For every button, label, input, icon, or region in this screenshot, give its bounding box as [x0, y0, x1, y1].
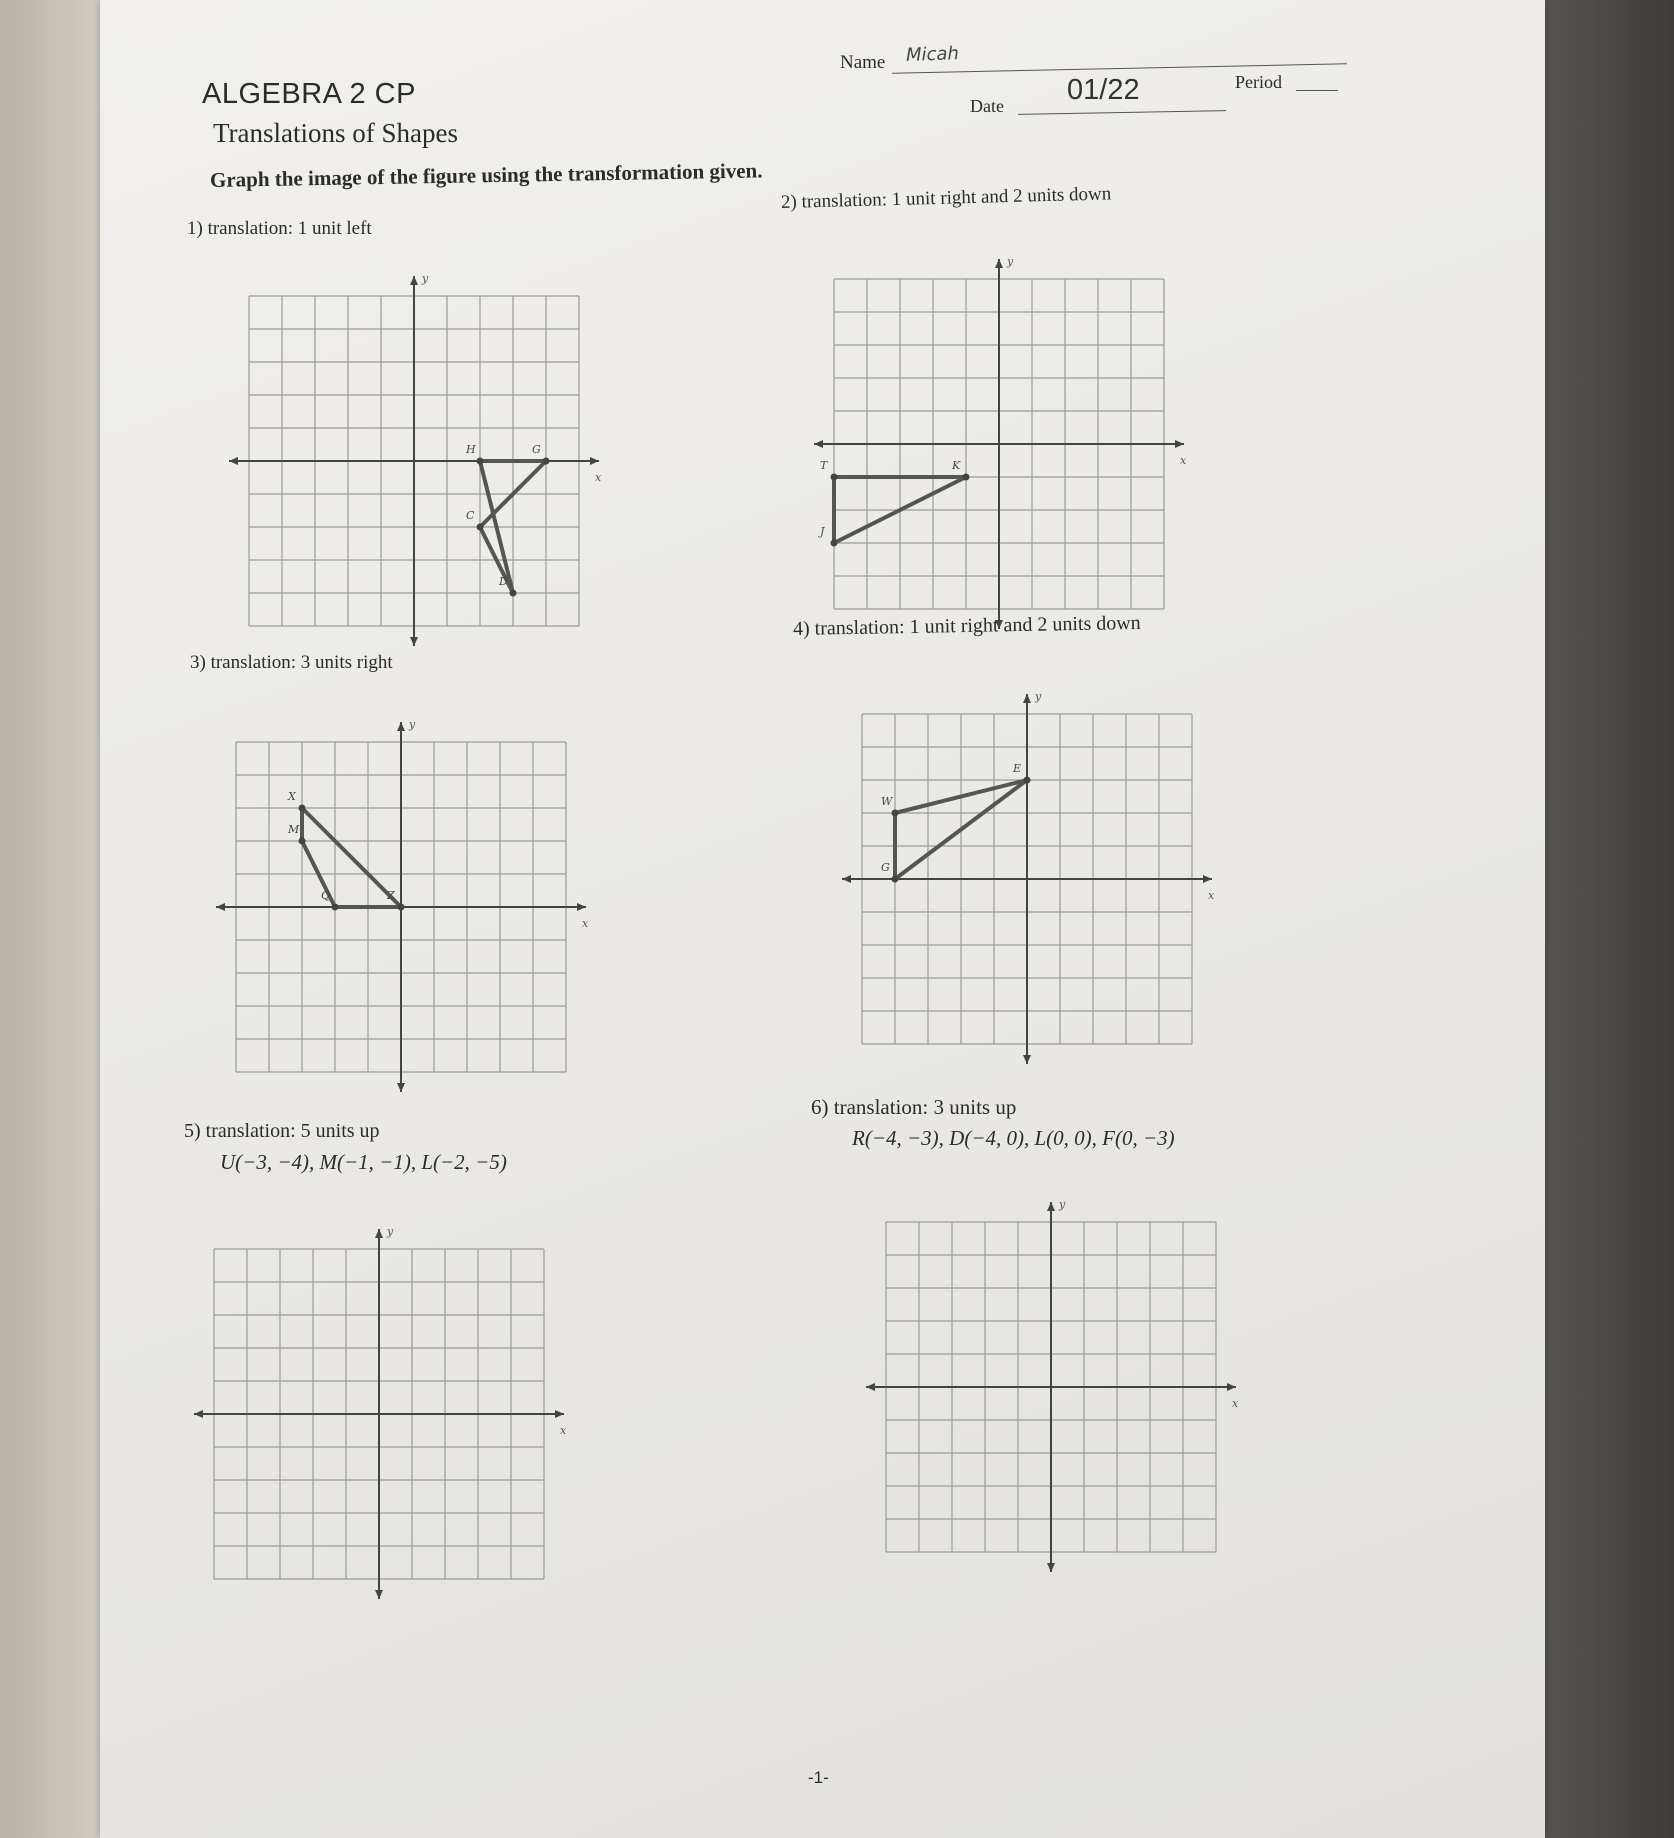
- arrow-left-icon: [194, 1410, 203, 1418]
- period-label: Period: [1235, 72, 1282, 92]
- problem-1-graph: [225, 272, 603, 650]
- arrow-left-icon: [866, 1383, 875, 1391]
- x-axis-label: x: [1232, 1397, 1239, 1410]
- vertex-point: [477, 524, 484, 531]
- problem-4-number: 4): [792, 617, 810, 640]
- problem-5-points: U(−3, −4), M(−1, −1), L(−2, −5): [220, 1150, 507, 1174]
- arrow-down-icon: [1023, 1055, 1031, 1064]
- problem-1-prompt: [187, 218, 372, 240]
- problem-1-text: translation: 1 unit left: [207, 218, 372, 239]
- vertex-point: [299, 838, 306, 845]
- vertex-label: K: [952, 459, 961, 472]
- arrow-up-icon: [375, 1229, 383, 1238]
- background-right: [1524, 0, 1674, 1838]
- name-value: Micah: [905, 43, 960, 66]
- date-line: [1018, 110, 1226, 115]
- worksheet-page: [100, 0, 1545, 1838]
- arrow-right-icon: [1175, 440, 1184, 448]
- vertex-label: C: [466, 509, 475, 522]
- vertex-label: E: [1013, 762, 1022, 775]
- y-axis-label: y: [1035, 690, 1042, 703]
- vertex-label: W: [881, 795, 893, 808]
- arrow-left-icon: [216, 903, 225, 911]
- vertex-point: [332, 904, 339, 911]
- vertex-label: T: [820, 459, 828, 472]
- arrow-up-icon: [995, 259, 1003, 268]
- instructions: Graph the image of the figure using the transformation given.: [209, 158, 763, 192]
- coordinate-plane: [225, 272, 603, 650]
- arrow-down-icon: [410, 637, 418, 646]
- vertex-label: Q: [321, 889, 331, 902]
- vertex-label: J: [820, 525, 825, 538]
- period-line: [1296, 90, 1338, 91]
- coordinate-plane: [810, 255, 1188, 633]
- page-number: -1-: [808, 1768, 829, 1787]
- x-axis-label: x: [1208, 889, 1215, 902]
- problem-3-number: 3): [190, 652, 206, 673]
- problem-2-prompt: [781, 183, 1112, 214]
- vertex-label: Z: [387, 889, 395, 902]
- problem-6-prompt: [811, 1095, 1016, 1120]
- course-title: ALGEBRA 2 CP: [202, 78, 416, 110]
- vertex-label: D: [499, 575, 508, 588]
- arrow-left-icon: [229, 457, 238, 465]
- y-axis-label: y: [387, 1225, 394, 1238]
- arrow-up-icon: [410, 276, 418, 285]
- y-axis-label: y: [1007, 255, 1014, 268]
- vertex-point: [831, 540, 838, 547]
- coordinate-plane: [838, 690, 1216, 1068]
- problem-6-graph: [862, 1198, 1240, 1576]
- vertex-point: [510, 590, 517, 597]
- coordinate-plane: [212, 718, 590, 1096]
- problem-5-prompt: [184, 1120, 380, 1143]
- vertex-point: [831, 474, 838, 481]
- arrow-right-icon: [577, 903, 586, 911]
- problem-5-text: translation: 5 units up: [205, 1120, 380, 1142]
- background-left: [0, 0, 110, 1838]
- vertex-point: [1024, 777, 1031, 784]
- vertex-label: G: [881, 861, 890, 874]
- coordinate-plane: [862, 1198, 1240, 1576]
- worksheet-title: Translations of Shapes: [213, 118, 459, 148]
- date-label: Date: [970, 96, 1004, 116]
- x-axis-label: x: [595, 471, 602, 484]
- vertex-label: G: [532, 443, 541, 456]
- problem-4-graph: [838, 690, 1216, 1068]
- arrow-up-icon: [397, 722, 405, 731]
- y-axis-label: y: [1059, 1198, 1066, 1211]
- vertex-point: [299, 805, 306, 812]
- vertex-point: [477, 458, 484, 465]
- problem-5-number: 5): [184, 1120, 201, 1142]
- arrow-down-icon: [397, 1083, 405, 1092]
- x-axis-label: x: [582, 917, 589, 930]
- problem-6-number: 6): [811, 1095, 829, 1119]
- vertex-label: M: [288, 823, 300, 836]
- arrow-left-icon: [814, 440, 823, 448]
- date-value: 01/22: [1067, 74, 1140, 106]
- problem-5-graph: [190, 1225, 568, 1603]
- vertex-label: X: [288, 790, 296, 803]
- problem-2-number: 2): [780, 191, 798, 213]
- y-axis-label: y: [409, 718, 416, 731]
- problem-4-text: translation: 1 unit right and 2 units down: [814, 611, 1141, 640]
- problem-3-prompt: [190, 652, 393, 674]
- arrow-right-icon: [590, 457, 599, 465]
- problem-4-prompt: [793, 612, 1141, 641]
- problem-3-graph: [212, 718, 590, 1096]
- problem-3-text: translation: 3 units right: [210, 652, 393, 673]
- arrow-left-icon: [842, 875, 851, 883]
- problem-6-points: R(−4, −3), D(−4, 0), L(0, 0), F(0, −3): [852, 1126, 1175, 1150]
- problem-2-graph: [810, 255, 1188, 633]
- arrow-down-icon: [1047, 1563, 1055, 1572]
- vertex-point: [398, 904, 405, 911]
- name-label: Name: [840, 52, 886, 73]
- x-axis-label: x: [1180, 454, 1187, 467]
- problem-1-number: 1): [187, 218, 203, 239]
- y-axis-label: y: [422, 272, 429, 285]
- arrow-right-icon: [555, 1410, 564, 1418]
- arrow-right-icon: [1203, 875, 1212, 883]
- arrow-up-icon: [1047, 1202, 1055, 1211]
- problem-2-text: translation: 1 unit right and 2 units down: [801, 183, 1112, 213]
- arrow-down-icon: [375, 1590, 383, 1599]
- vertex-point: [543, 458, 550, 465]
- vertex-point: [892, 876, 899, 883]
- problem-6-text: translation: 3 units up: [833, 1095, 1017, 1119]
- vertex-point: [963, 474, 970, 481]
- vertex-point: [892, 810, 899, 817]
- arrow-right-icon: [1227, 1383, 1236, 1391]
- arrow-up-icon: [1023, 694, 1031, 703]
- x-axis-label: x: [560, 1424, 567, 1437]
- vertex-label: H: [466, 443, 476, 456]
- coordinate-plane: [190, 1225, 568, 1603]
